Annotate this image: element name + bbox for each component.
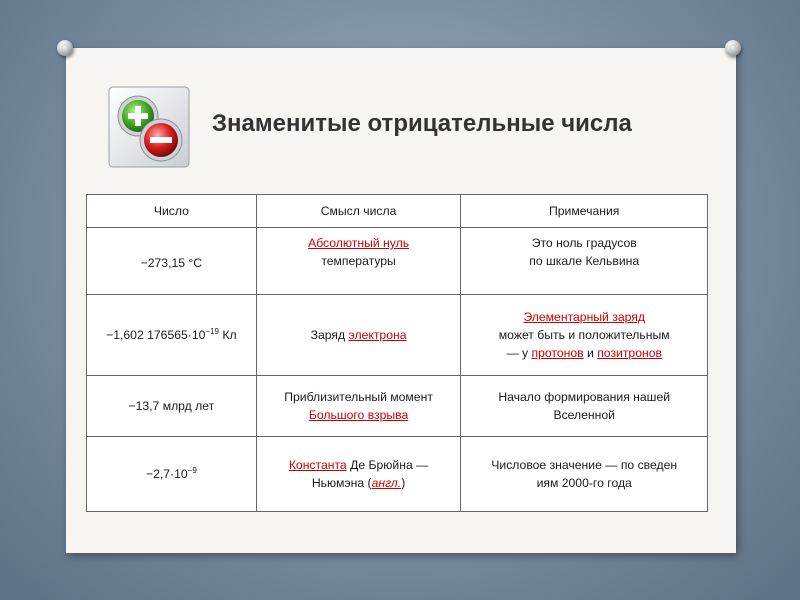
note-text: может быть и положительным [498,328,670,342]
link-absolute-zero[interactable]: Абсолютный нуль [308,236,410,250]
pushpin-icon [725,40,741,56]
meaning-text: Заряд [310,328,349,342]
note-text: Вселенной [553,408,615,422]
cell-meaning [256,376,461,437]
table-row [87,295,708,376]
note-text: по шкале Кельвина [529,254,640,268]
cell-number [87,228,257,295]
plus-minus-buttons-icon [108,86,190,168]
note-text: иям 2000-го года [536,476,632,490]
link-positrons[interactable]: позитронов [597,346,662,360]
link-electron[interactable]: электрона [348,328,407,342]
cell-meaning [256,295,461,376]
meaning-text: ) [401,476,406,490]
column-header-meaning: Смысл числа [256,195,461,228]
table-row [87,376,708,437]
cell-number [87,295,257,376]
meaning-text: Де Брюйна — [346,458,429,472]
link-elementary-charge[interactable]: Элементарный заряд [523,310,645,324]
cell-meaning [256,228,461,295]
column-header-number: Число [87,195,257,228]
number-base: −1,602 176565·10 [106,328,206,342]
meaning-text: температуры [321,254,396,268]
link-protons[interactable]: протонов [531,346,584,360]
note-text: Числовое значение — по сведен [491,458,678,472]
note-text: Начало формирования нашей [498,390,671,404]
link-constant[interactable]: Константа [288,458,347,472]
number-exponent: −9 [187,465,197,475]
table-row [87,228,708,295]
number-value: −273,15 °C [140,256,203,270]
cell-notes [461,376,708,437]
note-text: Это ноль градусов [531,236,637,250]
number-unit: Кл [218,328,237,342]
number-exponent: −19 [205,326,219,336]
cell-number [87,376,257,437]
note-text: и [583,346,598,360]
cell-notes [461,437,708,512]
meaning-text: Приблизительный момент [284,390,433,404]
meaning-text: Ньюмэна ( [311,476,372,490]
link-english[interactable]: англ. [371,476,402,490]
column-header-notes: Примечания [461,195,708,228]
cell-meaning [256,437,461,512]
number-base: −2,7·10 [145,467,188,481]
table-header-row [87,195,708,228]
cell-notes [461,228,708,295]
table-row [87,437,708,512]
negative-numbers-table [86,194,708,512]
cell-number [87,437,257,512]
cell-notes [461,295,708,376]
note-text: — у [506,346,532,360]
number-value: −13,7 млрд лет [128,399,215,413]
link-big-bang[interactable]: Большого взрыва [308,408,409,422]
page-title: Знаменитые отрицательные числа [212,110,632,137]
pushpin-icon [57,40,73,56]
